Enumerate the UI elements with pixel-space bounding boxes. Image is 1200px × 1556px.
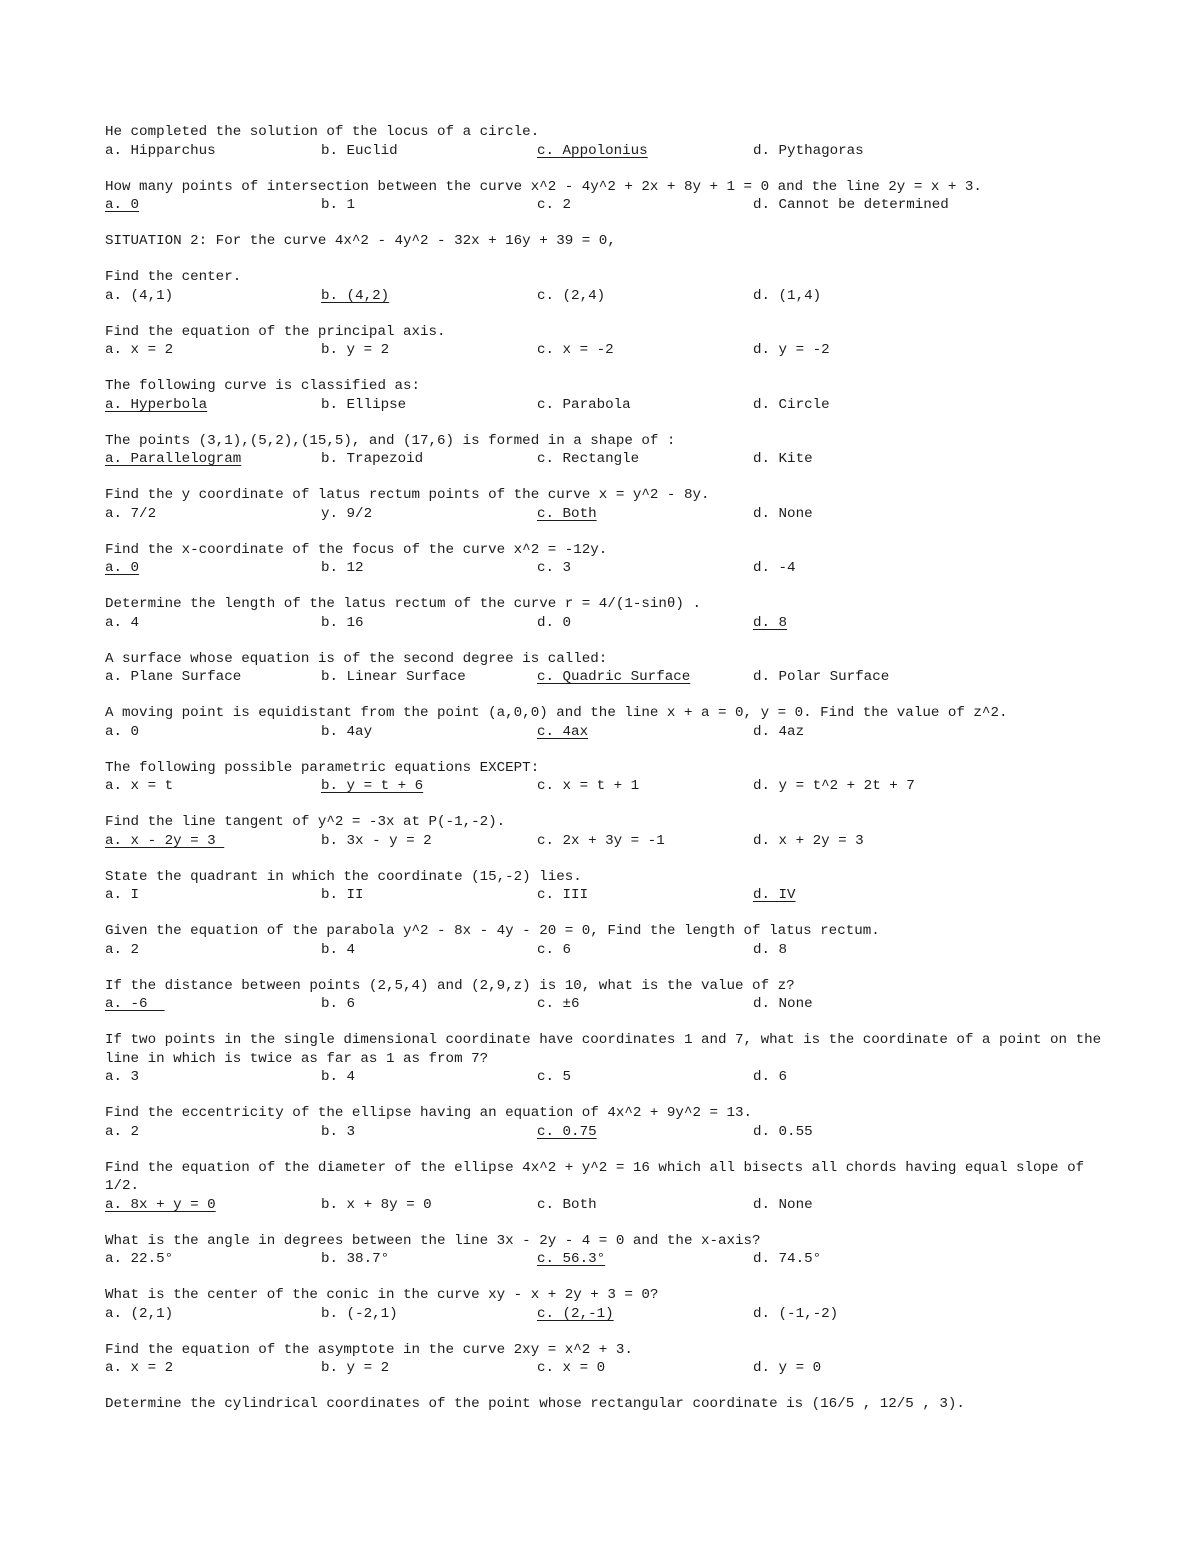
choices-row xyxy=(105,1359,1105,1378)
answer-choice: a. 7/2 xyxy=(105,505,157,522)
answer-choice: a. Hipparchus xyxy=(105,142,216,159)
question-text: He completed the solution of the locus of a circle. xyxy=(105,124,540,140)
question-block xyxy=(105,1286,1105,1323)
answer-choice: b. Euclid xyxy=(321,142,398,159)
question-block xyxy=(105,1232,1105,1269)
answer-choice: a. 22.5° xyxy=(105,1251,174,1267)
answer-choice: b. 6 xyxy=(321,996,356,1012)
question-text: The following possible parametric equations EXCEPT: xyxy=(105,759,540,776)
question-block xyxy=(105,232,1105,251)
answer-choice: b. 1 xyxy=(321,197,356,213)
answer-choice-underlined: a. 0 xyxy=(105,197,140,213)
answer-choice: a. 2 xyxy=(105,941,140,958)
question-text: Find the equation of the asymptote in the curve 2xy = x^2 + 3. xyxy=(105,1341,633,1358)
answer-choice-underlined: c. 56.3° xyxy=(537,1251,606,1267)
question-block xyxy=(105,595,1105,632)
answer-choice: b. 4 xyxy=(321,941,356,958)
question-text: What is the angle in degrees between the line 3x - 2y - 4 = 0 and the x-axis? xyxy=(105,1232,761,1249)
answer-choice: d. (1,4) xyxy=(753,287,822,304)
choices-row xyxy=(105,505,1105,524)
answer-choice-underlined: c. Both xyxy=(537,505,597,522)
choices-row xyxy=(105,1305,1105,1324)
choices-row xyxy=(105,668,1105,687)
choices-row xyxy=(105,777,1105,796)
answer-choice: a. 0 xyxy=(105,723,140,740)
answer-choice: b. Ellipse xyxy=(321,396,407,413)
question-block xyxy=(105,541,1105,578)
answer-choice: b. Trapezoid xyxy=(321,451,424,467)
answer-choice: d. y = 0 xyxy=(753,1360,822,1376)
choices-row xyxy=(105,396,1105,415)
question-list xyxy=(105,123,1110,1431)
answer-choice-underlined: b. y = t + 6 xyxy=(321,778,424,794)
answer-choice: d. y = t^2 + 2t + 7 xyxy=(753,778,915,794)
question-block xyxy=(105,650,1105,687)
question-text: Find the eccentricity of the ellipse having an equation of 4x^2 + 9y^2 = 13. xyxy=(105,1105,753,1121)
answer-choice: c. 2 xyxy=(537,197,572,213)
question-text: Given the equation of the parabola y^2 - 8x - 4y - 20 = 0, Find the length of latus rectum. xyxy=(105,923,880,939)
question-text: Determine the cylindrical coordinates of the point whose rectangular coordinate is (16/5 , 12/5 , 3). xyxy=(105,1396,965,1412)
answer-choice: a. (2,1) xyxy=(105,1305,174,1322)
answer-choice-underlined: c. Quadric Surface xyxy=(537,669,691,685)
answer-choice: c. x = t + 1 xyxy=(537,778,640,794)
answer-choice-underlined: d. IV xyxy=(753,887,796,903)
answer-choice: c. 3 xyxy=(537,560,572,576)
answer-choice: b. 3 xyxy=(321,1123,356,1140)
answer-choice: d. Kite xyxy=(753,451,813,467)
answer-choice-underlined: d. 8 xyxy=(753,614,788,631)
choices-row xyxy=(105,886,1105,905)
answer-choice: d. y = -2 xyxy=(753,342,830,358)
choices-row xyxy=(105,341,1105,360)
question-text: Find the center. xyxy=(105,269,242,285)
choices-row xyxy=(105,723,1105,742)
answer-choice: c. x = -2 xyxy=(537,342,614,358)
question-block xyxy=(105,759,1105,796)
question-block xyxy=(105,922,1105,959)
question-text: The points (3,1),(5,2),(15,5), and (17,6) is formed in a shape of : xyxy=(105,432,676,449)
choices-row xyxy=(105,941,1105,960)
answer-choice-underlined: a. -6 xyxy=(105,996,165,1012)
answer-choice: b. 3x - y = 2 xyxy=(321,832,432,849)
answer-choice: c. 6 xyxy=(537,941,572,958)
answer-choice: a. x = 2 xyxy=(105,1360,174,1376)
question-block xyxy=(105,432,1105,469)
answer-choice: d. 0 xyxy=(537,614,572,631)
question-text: How many points of intersection between the curve x^2 - 4y^2 + 2x + 8y + 1 = 0 and the line 2y = x + 3. xyxy=(105,178,982,195)
answer-choice-underlined: a. Hyperbola xyxy=(105,396,208,413)
question-block xyxy=(105,868,1105,905)
question-block xyxy=(105,377,1105,414)
choices-row xyxy=(105,287,1105,306)
answer-choice: c. Both xyxy=(537,1196,597,1213)
answer-choice: b. 38.7° xyxy=(321,1251,390,1267)
answer-choice: d. 0.55 xyxy=(753,1123,813,1140)
answer-choice: a. Plane Surface xyxy=(105,669,242,685)
question-text: Find the y coordinate of latus rectum points of the curve x = y^2 - 8y. xyxy=(105,487,710,503)
answer-choice: a. x = 2 xyxy=(105,342,174,358)
choices-row xyxy=(105,1123,1105,1142)
choices-row xyxy=(105,142,1105,161)
answer-choice: a. 3 xyxy=(105,1069,140,1085)
answer-choice: c. 5 xyxy=(537,1069,572,1085)
answer-choice: b. 4ay xyxy=(321,723,373,740)
question-block xyxy=(105,123,1105,160)
answer-choice: a. (4,1) xyxy=(105,287,174,304)
answer-choice: b. y = 2 xyxy=(321,1360,390,1376)
answer-choice-underlined: a. 8x + y = 0 xyxy=(105,1196,216,1213)
answer-choice: c. x = 0 xyxy=(537,1360,606,1376)
answer-choice: d. Pythagoras xyxy=(753,142,864,159)
answer-choice-underlined: a. 0 xyxy=(105,560,140,576)
choices-row xyxy=(105,614,1105,633)
question-block xyxy=(105,704,1105,741)
answer-choice: d. None xyxy=(753,505,813,522)
choices-row xyxy=(105,1196,1105,1215)
answer-choice-underlined: b. (4,2) xyxy=(321,287,390,304)
answer-choice-underlined: a. Parallelogram xyxy=(105,451,242,467)
answer-choice: y. 9/2 xyxy=(321,505,373,522)
answer-choice: b. x + 8y = 0 xyxy=(321,1196,432,1213)
question-block xyxy=(105,1341,1105,1378)
question-block xyxy=(105,178,1105,215)
answer-choice: a. 4 xyxy=(105,614,140,631)
question-block xyxy=(105,486,1105,523)
answer-choice: a. x = t xyxy=(105,778,174,794)
question-block xyxy=(105,1104,1105,1141)
question-block xyxy=(105,1395,1105,1414)
question-text: If the distance between points (2,5,4) and (2,9,z) is 10, what is the value of z? xyxy=(105,977,795,994)
choices-row xyxy=(105,995,1105,1014)
answer-choice: d. None xyxy=(753,996,813,1012)
answer-choice: b. (-2,1) xyxy=(321,1305,398,1322)
choices-row xyxy=(105,559,1105,578)
answer-choice-underlined: c. 4ax xyxy=(537,723,589,740)
answer-choice: c. (2,4) xyxy=(537,287,606,304)
answer-choice: b. 16 xyxy=(321,614,364,631)
question-text: State the quadrant in which the coordinate (15,-2) lies. xyxy=(105,868,582,885)
answer-choice: c. III xyxy=(537,887,589,903)
question-block xyxy=(105,1159,1105,1215)
choices-row xyxy=(105,1068,1105,1087)
answer-choice: d. None xyxy=(753,1196,813,1213)
choices-row xyxy=(105,1250,1105,1269)
question-text: Find the equation of the principal axis. xyxy=(105,323,446,340)
question-text: SITUATION 2: For the curve 4x^2 - 4y^2 - 32x + 16y + 39 = 0, xyxy=(105,233,616,249)
question-block xyxy=(105,813,1105,850)
answer-choice: c. 2x + 3y = -1 xyxy=(537,832,665,849)
choices-row xyxy=(105,832,1105,851)
answer-choice: d. Cannot be determined xyxy=(753,197,949,213)
answer-choice-underlined: c. Appolonius xyxy=(537,142,648,159)
answer-choice: d. 6 xyxy=(753,1069,788,1085)
question-text: Find the equation of the diameter of the ellipse 4x^2 + y^2 = 16 which all bisects all chords having equal slope of 1/2. xyxy=(105,1159,1093,1194)
choices-row xyxy=(105,196,1105,215)
choices-row xyxy=(105,450,1105,469)
question-text: Find the line tangent of y^2 = -3x at P(-1,-2). xyxy=(105,814,506,830)
answer-choice: c. ±6 xyxy=(537,996,580,1012)
answer-choice: d. -4 xyxy=(753,560,796,576)
question-text: Determine the length of the latus rectum of the curve r = 4/(1-sinθ) . xyxy=(105,596,701,612)
question-block xyxy=(105,268,1105,305)
question-text: Find the x-coordinate of the focus of the curve x^2 = -12y. xyxy=(105,541,608,558)
question-text: What is the center of the conic in the curve xy - x + 2y + 3 = 0? xyxy=(105,1287,659,1303)
answer-choice: d. (-1,-2) xyxy=(753,1305,839,1322)
answer-choice: d. Polar Surface xyxy=(753,669,890,685)
answer-choice-underlined: c. (2,-1) xyxy=(537,1305,614,1322)
answer-choice: a. 2 xyxy=(105,1123,140,1140)
answer-choice: d. Circle xyxy=(753,396,830,413)
answer-choice: d. 4az xyxy=(753,723,805,740)
answer-choice: c. Parabola xyxy=(537,396,631,413)
question-block xyxy=(105,323,1105,360)
answer-choice: b. 12 xyxy=(321,560,364,576)
answer-choice-underlined: c. 0.75 xyxy=(537,1123,597,1140)
question-block xyxy=(105,977,1105,1014)
answer-choice: a. I xyxy=(105,887,140,903)
answer-choice: d. 8 xyxy=(753,941,788,958)
question-text: A moving point is equidistant from the point (a,0,0) and the line x + a = 0, y = 0. Find the value of z^2. xyxy=(105,705,1008,721)
question-text: A surface whose equation is of the second degree is called: xyxy=(105,650,608,667)
question-text: The following curve is classified as: xyxy=(105,378,421,394)
answer-choice: b. Linear Surface xyxy=(321,669,466,685)
answer-choice: b. 4 xyxy=(321,1069,356,1085)
question-block xyxy=(105,1031,1110,1087)
question-text: If two points in the single dimensional coordinate have coordinates 1 and 7, what is the coordinate of a point on the line in which is twice as far as 1 as from 7? xyxy=(105,1032,1110,1067)
answer-choice: c. Rectangle xyxy=(537,451,640,467)
answer-choice: d. 74.5° xyxy=(753,1251,822,1267)
answer-choice: b. y = 2 xyxy=(321,342,390,358)
answer-choice: b. II xyxy=(321,887,364,903)
answer-choice: d. x + 2y = 3 xyxy=(753,832,864,849)
answer-choice-underlined: a. x - 2y = 3 xyxy=(105,832,225,849)
